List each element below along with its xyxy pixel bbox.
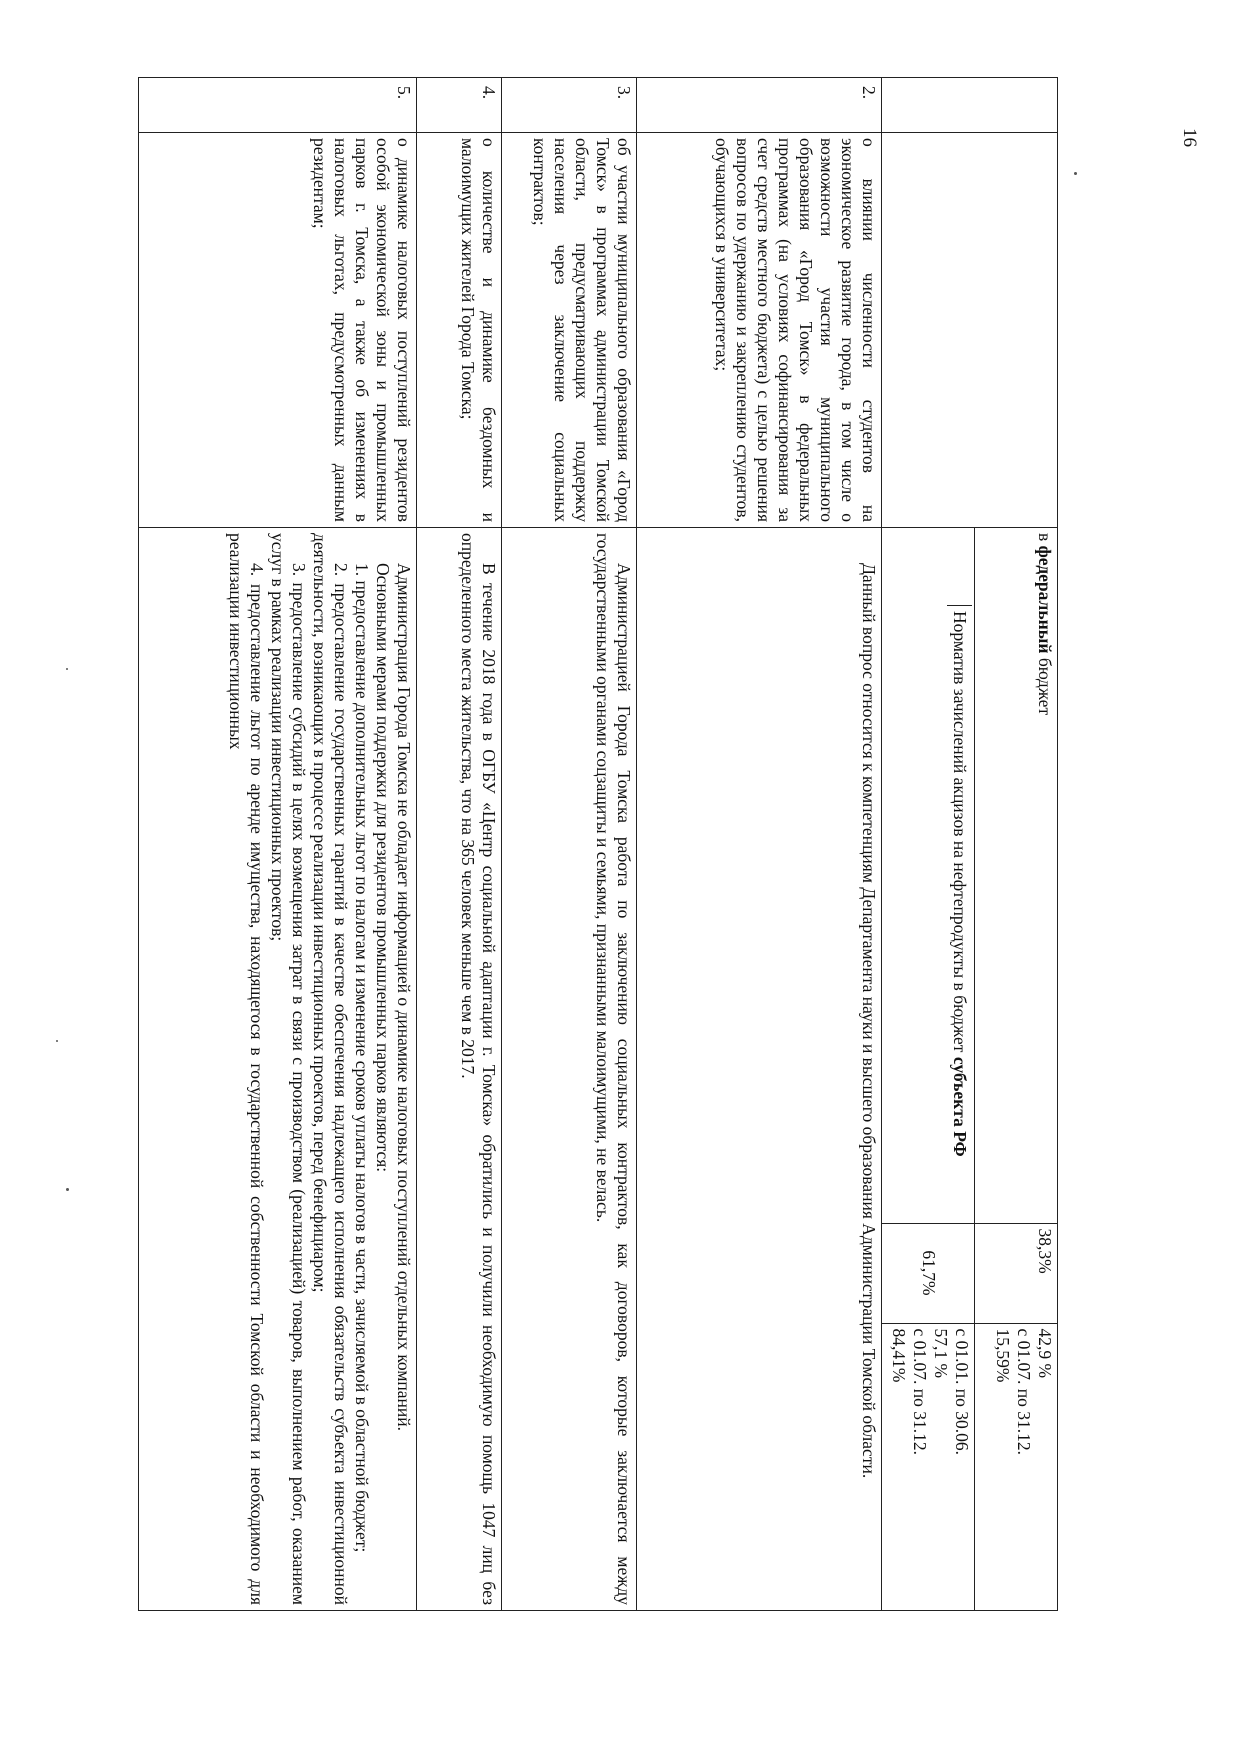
row-answer [139, 528, 417, 1611]
cell-budget-nested [882, 528, 1058, 1611]
questions-table [138, 77, 1058, 1611]
federal-prefix: в [1035, 533, 1055, 542]
table-row [417, 78, 502, 1611]
answer-paragraph: 3. предоставление субсидий в целях возмещения затрат в связи с производством (реализацией) товаров, выполнением работ, оказанием услуг в рамках реализации инвестиционных проектов; [268, 533, 309, 1605]
table-row [637, 78, 882, 1611]
answer-paragraph: Данный вопрос относится к компетенциям Департамента науки и высшего образования Администрации Томской области. [859, 563, 879, 1479]
answer-paragraph: В течение 2018 года в ОГБУ «Центр социальной адаптации г. Томска» обратились и получили необходимую помощь 1047 лиц без определенного места жительства, что на 365 человек меньше чем в 2017. [458, 533, 499, 1605]
row-question: о динамике налоговых поступлений резидентов особой экономической зоны и промышленных парков г. Томска, а также об изменениях в налоговых льготах, предусмотренных данным резидентам; [139, 133, 417, 528]
row-number: 3. [502, 78, 637, 133]
subject-value: 84,41% [889, 1328, 910, 1383]
page-number: 16 [1179, 128, 1200, 147]
answer-paragraph: Основными мерами поддержки для резидентов промышленных парков являются: [373, 563, 393, 1173]
scan-speck [66, 1188, 69, 1191]
federal-budget-row [975, 528, 1057, 1611]
row-question: о количестве и динамике бездомных и малоимущих жителей Города Томска; [417, 133, 502, 528]
row-number: 4. [417, 78, 502, 133]
scan-speck [66, 668, 68, 670]
subject-budget-row [882, 528, 975, 1611]
answer-paragraph: 4. предоставление льгот по аренде имущества, находящегося в государственной собственности Томской области и необходимого для реализации инвестиционных [226, 533, 267, 1605]
subject-value: с 01.01. по 30.06. [952, 1328, 973, 1456]
rotated-table-area [77, 77, 1058, 1610]
federal-value: 15,59% [993, 1328, 1013, 1383]
table-row [139, 78, 417, 1611]
federal-values [975, 1323, 1057, 1611]
row-question: об участии муниципального образования «Город Томск» в программах администрации Томской области, предусматривающих поддержку населения через заключение социальных контрактов; [502, 133, 637, 528]
federal-value: 42,9 % [1035, 1328, 1055, 1379]
answer-paragraph: 1. предоставление дополнительных льгот по налогам и изменение сроков уплаты налогов в части, зачисляемой в областной бюджет; [352, 563, 372, 1553]
answer-paragraph: 2. предоставление государственных гарантий в качестве обеспечения надлежащего исполнения обязательств субъекта инвестиционной деятельности, возникающих в процессе реализации инвестиционных проектов, перед бенефициаром; [310, 533, 351, 1605]
subject-values [882, 1323, 975, 1611]
subject-value: с 01.07. по 31.12. [910, 1328, 931, 1456]
scan-speck [1074, 172, 1077, 175]
row-answer [637, 528, 882, 1611]
subject-value: 57,1 % [931, 1328, 952, 1379]
subject-percent: 61,7% [882, 1223, 975, 1323]
federal-budget-label [975, 528, 1057, 1223]
subject-bold: субъекта РФ [950, 1056, 971, 1157]
federal-suffix: бюджет [1035, 657, 1055, 716]
answer-paragraph: Администрацией Города Томска работа по заключению социальных контрактов, как договоров, которые заключается между государственными органами соцзащиты и семьями, признанными малоимущими, не велась. [593, 533, 634, 1605]
subject-budget-label [882, 528, 975, 1223]
row-answer [502, 528, 637, 1611]
scan-speck [56, 1040, 58, 1042]
answer-paragraph: Администрация Города Томска не обладает информацией о динамике налоговых поступлений отдельных компаний. [394, 563, 414, 1432]
federal-value: с 01.07. по 31.12. [1014, 1328, 1034, 1456]
row-number: 5. [139, 78, 417, 133]
subject-prefix: Норматив зачислений акцизов на нефтепродукты в бюджет [950, 611, 971, 1053]
federal-bold: федеральный [1035, 545, 1055, 654]
row-question: о влиянии численности студентов на экономическое развитие города, в том числе о возможности участия муниципального образования «Город Томск» в федеральных программах (на условиях софинансирования за счет средств местного бюджета) с целью решения вопросов по удержанию и закреплению студентов, обучающихся в университетах; [637, 133, 882, 528]
cell-num-empty [882, 78, 1058, 133]
budget-table [882, 528, 1057, 1611]
row-number: 2. [637, 78, 882, 133]
row-answer [417, 528, 502, 1611]
federal-percent: 38,3% [975, 1223, 1057, 1323]
table-row-continuation [882, 78, 1058, 1611]
cell-question-empty [882, 133, 1058, 528]
table-row [502, 78, 637, 1611]
